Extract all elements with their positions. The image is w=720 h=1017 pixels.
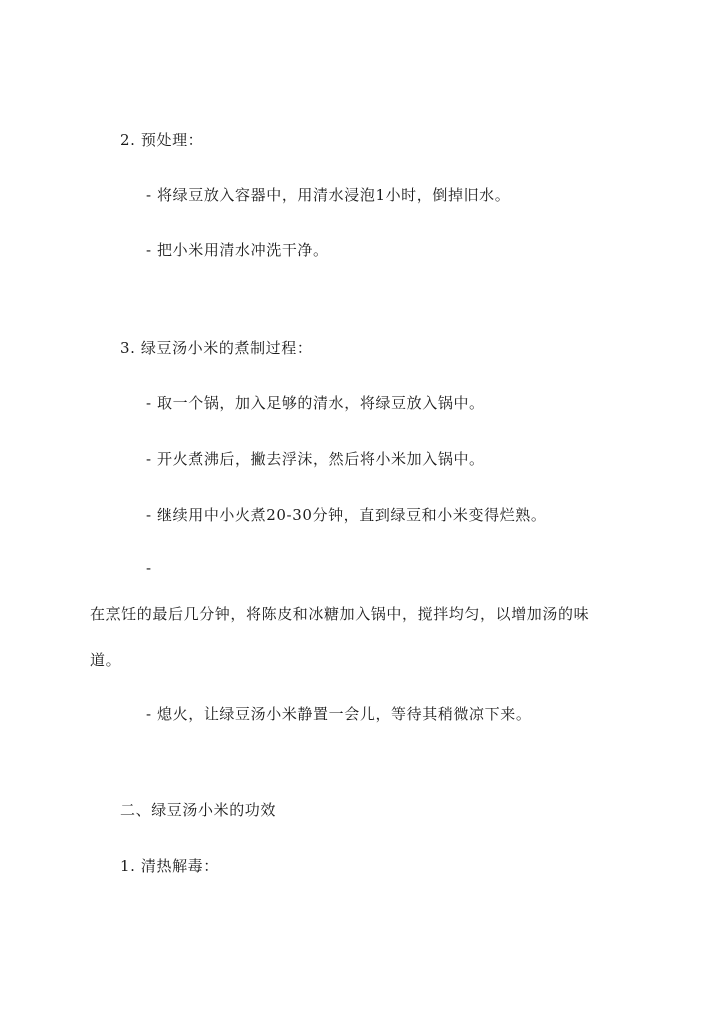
list-item: - 将绿豆放入容器中，用清水浸泡1小时，倒掉旧水。 bbox=[146, 186, 511, 204]
paragraph-line: 在烹饪的最后几分钟，将陈皮和冰糖加入锅中，搅拌均匀，以增加汤的味 bbox=[90, 605, 590, 623]
section-heading-cooking-process: 3. 绿豆汤小米的煮制过程： bbox=[120, 339, 313, 357]
list-item-dash: - bbox=[146, 559, 152, 577]
part-two-heading: 二、绿豆汤小米的功效 bbox=[120, 801, 277, 819]
list-item: - 继续用中小火煮20-30分钟，直到绿豆和小米变得烂熟。 bbox=[146, 506, 547, 524]
list-item: - 熄火，让绿豆汤小米静置一会儿，等待其稍微凉下来。 bbox=[146, 705, 532, 723]
list-item: - 取一个锅，加入足够的清水，将绿豆放入锅中。 bbox=[146, 394, 485, 412]
paragraph-line: 道。 bbox=[90, 651, 122, 669]
list-item: - 开火煮沸后，撇去浮沫，然后将小米加入锅中。 bbox=[146, 450, 485, 468]
sub-heading-heat-clearing: 1. 清热解毒： bbox=[120, 857, 219, 875]
list-item: - 把小米用清水冲洗干净。 bbox=[146, 241, 329, 259]
section-heading-preprocess: 2. 预处理： bbox=[120, 131, 204, 149]
